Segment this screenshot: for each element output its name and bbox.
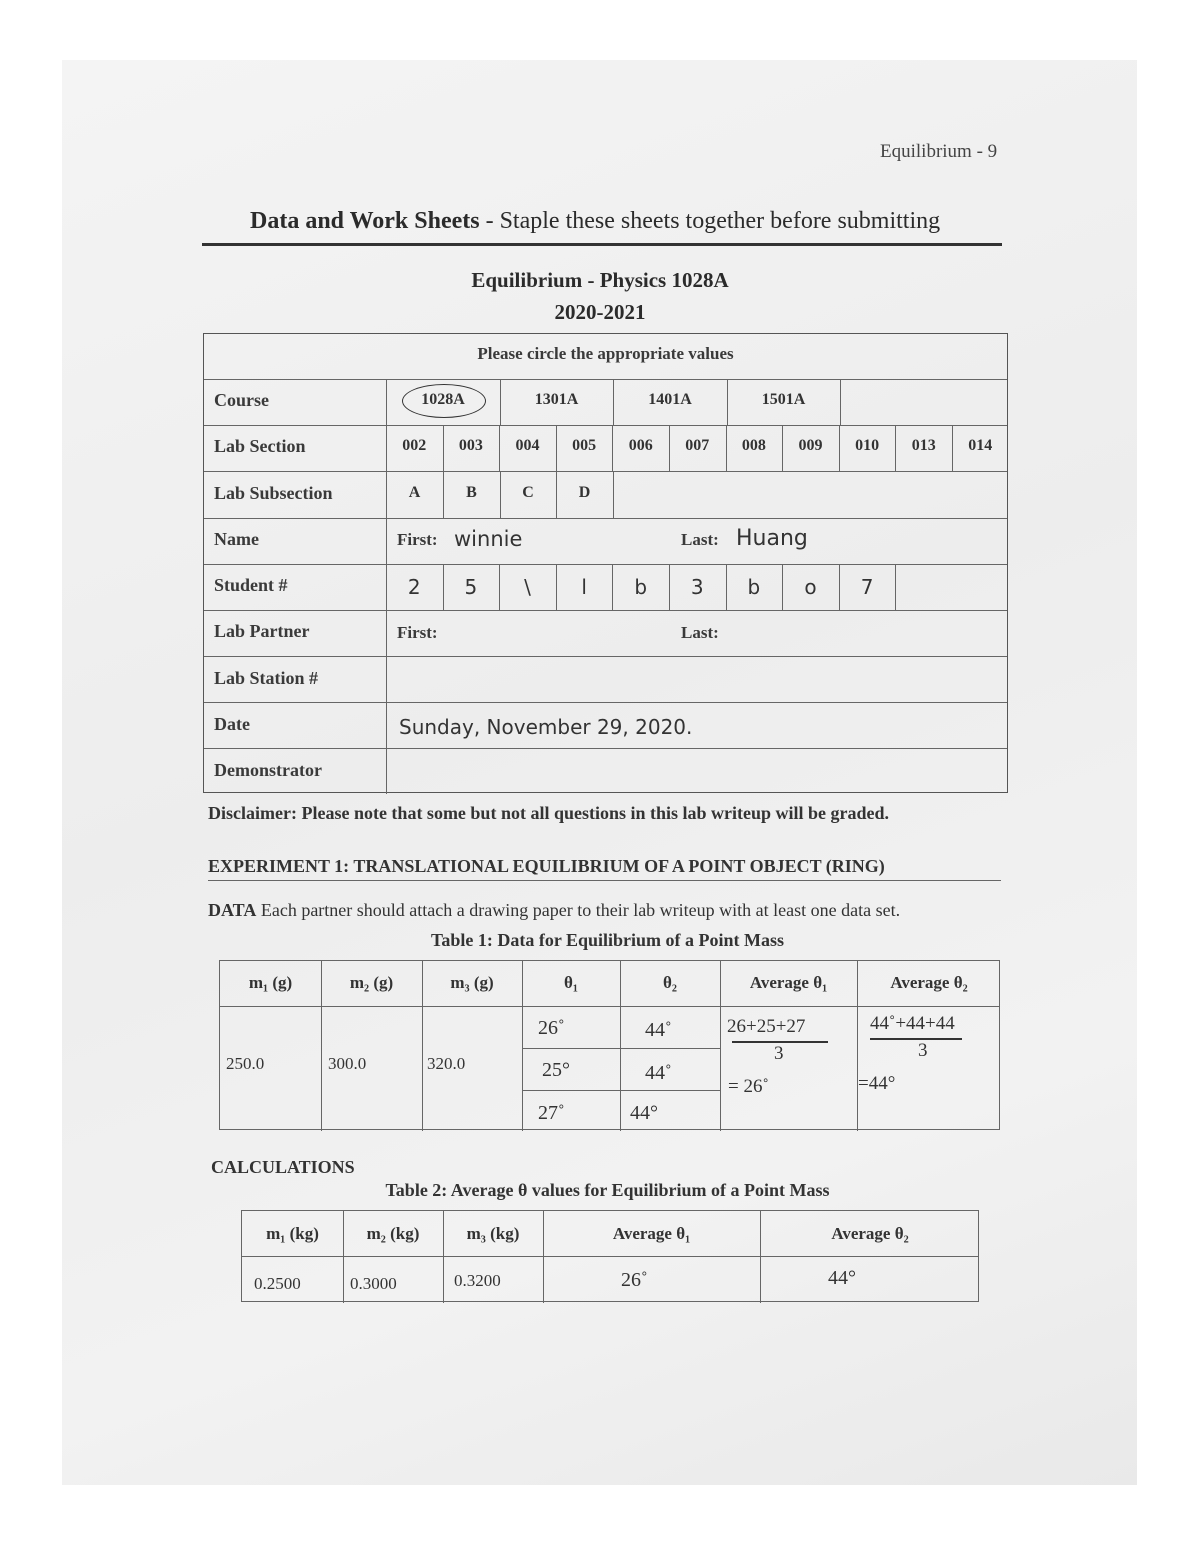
- document-year: 2020-2021: [554, 300, 646, 324]
- lab-section-option[interactable]: 013: [911, 437, 936, 454]
- t2-m1-value[interactable]: 0.2500: [254, 1274, 301, 1293]
- first-name-label: First:: [397, 530, 438, 549]
- sheet-title: [250, 208, 940, 235]
- header-m2: m₂ (g): [349, 973, 394, 992]
- avg2-result[interactable]: =44°: [858, 1073, 896, 1094]
- student-digit[interactable]: l: [581, 575, 587, 599]
- demonstrator-label: Demonstrator: [214, 760, 322, 780]
- avg1-denominator: 3: [774, 1043, 784, 1064]
- lab-section-option[interactable]: 010: [855, 437, 880, 454]
- calculations-heading: CALCULATIONS: [211, 1157, 355, 1177]
- header-avg-theta2: Average θ₂: [890, 973, 968, 992]
- cell-divider: [895, 564, 896, 610]
- disclaimer: Disclaimer: Please note that some but not all questions in this lab writeup will be graded.: [208, 803, 890, 823]
- lab-section-option[interactable]: 007: [685, 437, 710, 454]
- form-instruction: Please circle the appropriate values: [477, 344, 734, 363]
- sheet-title-bold: Data and Work Sheets: [250, 208, 480, 234]
- header-m3: m₃ (g): [450, 973, 494, 992]
- student-digit[interactable]: \: [524, 575, 531, 599]
- student-digit[interactable]: 7: [860, 575, 874, 599]
- row-divider: [522, 1048, 720, 1049]
- table1-caption: Table 1: Data for Equilibrium of a Point Mass: [430, 930, 785, 950]
- subsection-option[interactable]: C: [522, 484, 534, 501]
- row-divider: [220, 1006, 999, 1007]
- theta2-trial2[interactable]: 44˚: [645, 1062, 672, 1084]
- course-option[interactable]: 1501A: [761, 391, 806, 408]
- table1: [219, 960, 1000, 1130]
- row-divider: [204, 564, 1007, 565]
- row-divider: [204, 425, 1007, 426]
- data-line-bold: DATA: [208, 900, 257, 920]
- header-avg-theta1: Average θ₁: [749, 973, 828, 992]
- info-form: [203, 333, 1008, 793]
- lab-section-option[interactable]: 005: [572, 437, 597, 454]
- student-digit[interactable]: 2: [407, 575, 421, 599]
- subsection-option[interactable]: D: [578, 484, 591, 501]
- row-divider: [204, 379, 1007, 380]
- sheet-title-rest: - Staple these sheets together before submitting: [479, 208, 941, 234]
- avg1-numerator: 26+25+27: [727, 1016, 806, 1037]
- row-divider: [204, 702, 1007, 703]
- partner-first-label: First:: [397, 623, 438, 642]
- experiment-heading: EXPERIMENT 1: TRANSLATIONAL EQUILIBRIUM OF A POINT OBJECT (RING): [208, 856, 885, 876]
- lab-section-option[interactable]: 004: [515, 437, 540, 454]
- t2-avg-theta1-value[interactable]: 26˚: [621, 1269, 648, 1291]
- avg2-numerator: 44˚+44+44: [870, 1013, 955, 1034]
- theta1-trial2[interactable]: 25°: [542, 1059, 570, 1081]
- heading-rule: [208, 880, 1001, 881]
- avg1-result[interactable]: = 26˚: [728, 1076, 769, 1097]
- table2-caption: Table 2: Average θ values for Equilibrium of a Point Mass: [385, 1180, 830, 1200]
- t2-header-avg-theta2: Average θ₂: [831, 1224, 909, 1243]
- theta2-trial3[interactable]: 44°: [630, 1102, 658, 1124]
- theta1-trial3[interactable]: 27˚: [538, 1102, 565, 1124]
- m3-value[interactable]: 320.0: [427, 1054, 466, 1073]
- cell-divider: [613, 471, 614, 518]
- t2-m2-value[interactable]: 0.3000: [350, 1274, 397, 1293]
- row-divider: [204, 610, 1007, 611]
- table2: [241, 1210, 979, 1302]
- page-label: Equilibrium - 9: [880, 141, 998, 162]
- last-name-value[interactable]: Huang: [736, 526, 808, 551]
- name-label: Name: [214, 529, 259, 549]
- lab-section-label: Lab Section: [214, 436, 306, 456]
- cell-divider: [840, 379, 841, 425]
- title-rule: [202, 243, 1002, 246]
- lab-section-option[interactable]: 008: [741, 437, 766, 454]
- row-divider: [522, 1090, 720, 1091]
- course-option[interactable]: 1401A: [648, 391, 692, 408]
- student-digit[interactable]: 3: [690, 575, 704, 599]
- avg2-denominator: 3: [918, 1040, 928, 1061]
- theta1-trial1[interactable]: 26˚: [538, 1017, 565, 1039]
- lab-section-option[interactable]: 006: [628, 437, 653, 454]
- date-label: Date: [214, 714, 250, 734]
- header-theta2: θ₂: [663, 973, 677, 992]
- t2-header-m1: m₁ (kg): [266, 1224, 319, 1243]
- first-name-value[interactable]: winnie: [454, 527, 523, 551]
- student-digit[interactable]: 5: [464, 575, 478, 599]
- t2-header-m2: m₂ (kg): [366, 1224, 420, 1243]
- last-name-label: Last:: [681, 530, 719, 549]
- student-digit[interactable]: o: [804, 575, 817, 599]
- course-option[interactable]: 1028A: [421, 391, 465, 408]
- lab-subsection-label: Lab Subsection: [214, 483, 333, 503]
- header-theta1: θ₁: [564, 973, 578, 992]
- t2-avg-theta2-value[interactable]: 44°: [828, 1267, 856, 1289]
- data-line: [208, 900, 900, 921]
- row-divider: [242, 1256, 978, 1257]
- document-title: Equilibrium - Physics 1028A: [471, 268, 729, 292]
- subsection-option[interactable]: A: [408, 484, 421, 501]
- date-value[interactable]: Sunday, November 29, 2020.: [399, 715, 693, 739]
- lab-section-option[interactable]: 009: [798, 437, 823, 454]
- student-digit[interactable]: b: [747, 575, 761, 599]
- header-m1: m₁ (g): [248, 973, 293, 992]
- circled-course-mark: [402, 384, 486, 418]
- t2-header-m3: m₃ (kg): [466, 1224, 520, 1243]
- lab-partner-label: Lab Partner: [214, 621, 310, 641]
- row-divider: [204, 518, 1007, 519]
- m2-value[interactable]: 300.0: [328, 1054, 367, 1073]
- student-number-label: Student #: [214, 575, 288, 595]
- lab-station-label: Lab Station #: [214, 668, 319, 688]
- t2-header-avg-theta1: Average θ₁: [612, 1224, 691, 1243]
- row-divider: [204, 471, 1007, 472]
- t2-m3-value[interactable]: 0.3200: [454, 1271, 501, 1290]
- avg2-fraction-bar: [870, 1038, 962, 1040]
- theta2-trial1[interactable]: 44˚: [645, 1019, 672, 1041]
- data-line-rest: Each partner should attach a drawing paper to their lab writeup with at least one data set.: [256, 900, 901, 920]
- row-divider: [204, 748, 1007, 749]
- row-divider: [204, 656, 1007, 657]
- m1-value[interactable]: 250.0: [226, 1054, 265, 1073]
- partner-last-label: Last:: [681, 623, 719, 642]
- lab-section-option[interactable]: 014: [968, 437, 993, 454]
- lab-section-option[interactable]: 002: [402, 437, 427, 454]
- course-label: Course: [214, 390, 269, 410]
- student-digit[interactable]: b: [634, 575, 648, 599]
- subsection-option[interactable]: B: [466, 484, 477, 501]
- lab-section-option[interactable]: 003: [458, 437, 483, 454]
- course-option[interactable]: 1301A: [534, 391, 579, 408]
